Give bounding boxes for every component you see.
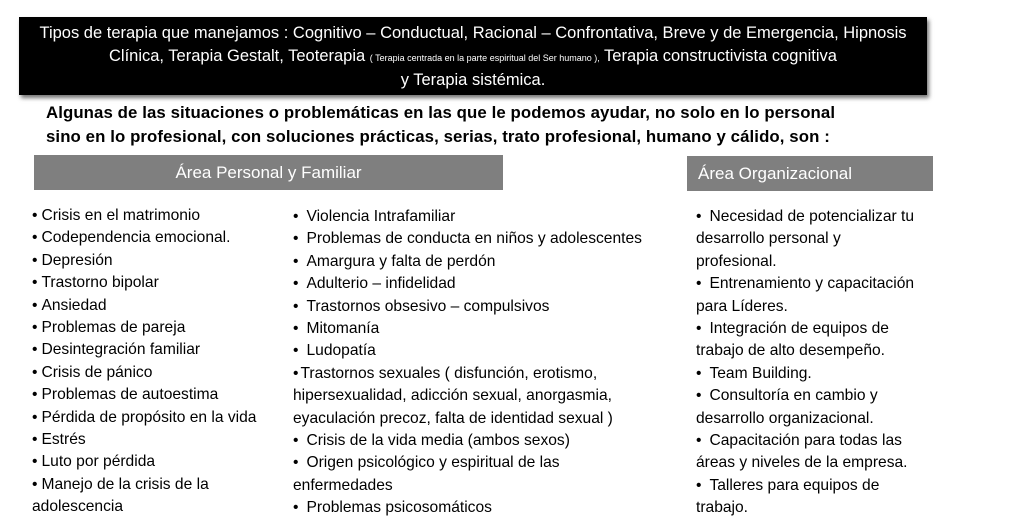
bullet-icon: • — [293, 297, 299, 315]
list-item: • Trastornos sexuales ( disfunción, erotismo, — [293, 364, 598, 382]
list-item: • Consultoría en cambio y — [696, 387, 878, 405]
bullet-icon: • — [696, 432, 702, 450]
list-item: • Integración de equipos de — [696, 320, 889, 338]
banner-line-2 — [19, 45, 927, 70]
list-item: • Entrenamiento y capacitación — [696, 275, 915, 293]
bullet-icon: • — [696, 275, 702, 293]
bullet-icon: • — [293, 252, 299, 270]
list-item-continuation: áreas y niveles de la empresa. — [696, 454, 908, 472]
bullet-icon: • — [32, 207, 38, 224]
list-item-continuation: trabajo. — [696, 499, 749, 517]
list-item: • Codependencia emocional. — [32, 229, 231, 247]
list-item-continuation: enfermedades — [293, 476, 393, 494]
list-item: • Mitomanía — [293, 320, 380, 338]
list-item: • Luto por pérdida — [32, 453, 156, 471]
teoterapia-note: ( Terapia centrada en la parte espiritual del Ser humano ), — [369, 52, 600, 63]
bullet-icon: • — [32, 229, 38, 247]
list-item: • Team Building. — [696, 364, 812, 382]
bullet-icon: • — [32, 251, 38, 269]
list-item: • Ansiedad — [32, 296, 107, 314]
list-item: • Manejo de la crisis de la — [32, 475, 209, 493]
bullet-icon: • — [32, 274, 38, 292]
list-item-continuation: para Líderes. — [696, 297, 788, 315]
list-item-continuation: desarrollo organizacional. — [696, 409, 874, 427]
area-personal-header: Área Personal y Familiar — [34, 155, 503, 190]
list-item: • Necesidad de potencializar tu — [696, 208, 915, 225]
bullet-icon: • — [293, 342, 299, 360]
list-item: • Desintegración familiar — [32, 341, 201, 359]
bullet-icon: • — [293, 230, 299, 248]
list-item: • Crisis en el matrimonio — [32, 207, 201, 224]
bullet-icon: • — [696, 208, 702, 225]
list-item: • Violencia Intrafamiliar — [293, 208, 456, 225]
personal-list-column-2 — [293, 206, 678, 520]
bullet-icon: • — [32, 431, 38, 449]
list-item-continuation: eyaculación precoz, falta de identidad sexual ) — [293, 409, 613, 427]
list-item-continuation: desarrollo personal y — [696, 230, 841, 248]
list-item: • Problemas de conducta en niños y adolescentes — [293, 230, 642, 248]
list-item: • Problemas de pareja — [32, 319, 186, 337]
list-item-continuation: adolescencia — [32, 498, 124, 516]
bullet-icon: • — [32, 296, 38, 314]
list-item: • Amargura y falta de perdón — [293, 252, 496, 270]
list-item: • Ludopatía — [293, 342, 376, 360]
bullet-icon: • — [696, 476, 702, 494]
list-item: • Origen psicológico y espiritual de las — [293, 454, 560, 472]
bullet-icon: • — [32, 408, 38, 426]
list-item: • Trastorno bipolar — [32, 274, 159, 292]
bullet-icon: • — [32, 363, 38, 381]
intro-line-2: sino en lo profesional, con soluciones prácticas, serias, trato profesional, humano y cálido, son : — [46, 127, 830, 146]
banner-line-3: y Terapia sistémica. — [400, 71, 546, 89]
list-item: • Depresión — [32, 251, 113, 269]
list-item: • Trastornos obsesivo – compulsivos — [293, 297, 550, 315]
bullet-icon: • — [696, 387, 702, 405]
bullet-icon: • — [293, 454, 299, 472]
banner-line-2-text: Clínica, Terapia Gestalt, Teoterapia — [108, 46, 366, 65]
list-item: • Crisis de la vida media (ambos sexos) — [293, 432, 570, 450]
list-item: • Estrés — [32, 431, 86, 449]
organizational-list — [696, 206, 956, 520]
bullet-icon: • — [32, 386, 38, 404]
bullet-icon: • — [32, 475, 38, 493]
personal-list-column-1 — [32, 205, 287, 519]
bullet-icon: • — [32, 453, 38, 471]
bullet-icon: • — [293, 208, 299, 225]
bullet-icon: • — [293, 499, 299, 517]
intro-line-1: Algunas de las situaciones o problemáticas en las que le podemos ayudar, no solo en lo personal — [46, 103, 836, 122]
list-item: • Adulterio – infidelidad — [293, 275, 456, 293]
list-item-continuation: profesional. — [696, 252, 777, 270]
list-item: • Talleres para equipos de — [696, 476, 880, 494]
bullet-icon: • — [293, 275, 299, 293]
list-item: • Problemas de autoestima — [32, 386, 219, 404]
banner-line-2-text-end: Terapia constructivista cognitiva — [604, 46, 837, 65]
list-item: • Crisis de pánico — [32, 363, 153, 381]
list-item-continuation: trabajo de alto desempeño. — [696, 342, 885, 360]
list-item: • Problemas psicosomáticos — [293, 499, 492, 517]
therapy-types-banner — [19, 17, 927, 95]
banner-line-1: Tipos de terapia que manejamos : Cognitivo – Conductual, Racional – Confrontativa, Breve y de Emergencia, Hipnosis — [39, 24, 907, 42]
bullet-icon: • — [293, 432, 299, 450]
list-item: • Pérdida de propósito en la vida — [32, 408, 257, 426]
area-organizational-header: Área Organizacional — [687, 156, 933, 191]
list-item: • Capacitación para todas las — [696, 432, 902, 450]
intro-paragraph — [46, 101, 946, 149]
bullet-icon: • — [32, 341, 38, 359]
bullet-icon: • — [293, 320, 299, 338]
bullet-icon: • — [696, 320, 702, 338]
bullet-icon: • — [32, 319, 38, 337]
list-item-continuation: hipersexualidad, adicción sexual, anorgasmia, — [293, 387, 612, 405]
bullet-icon: • — [293, 364, 299, 382]
bullet-icon: • — [696, 364, 702, 382]
